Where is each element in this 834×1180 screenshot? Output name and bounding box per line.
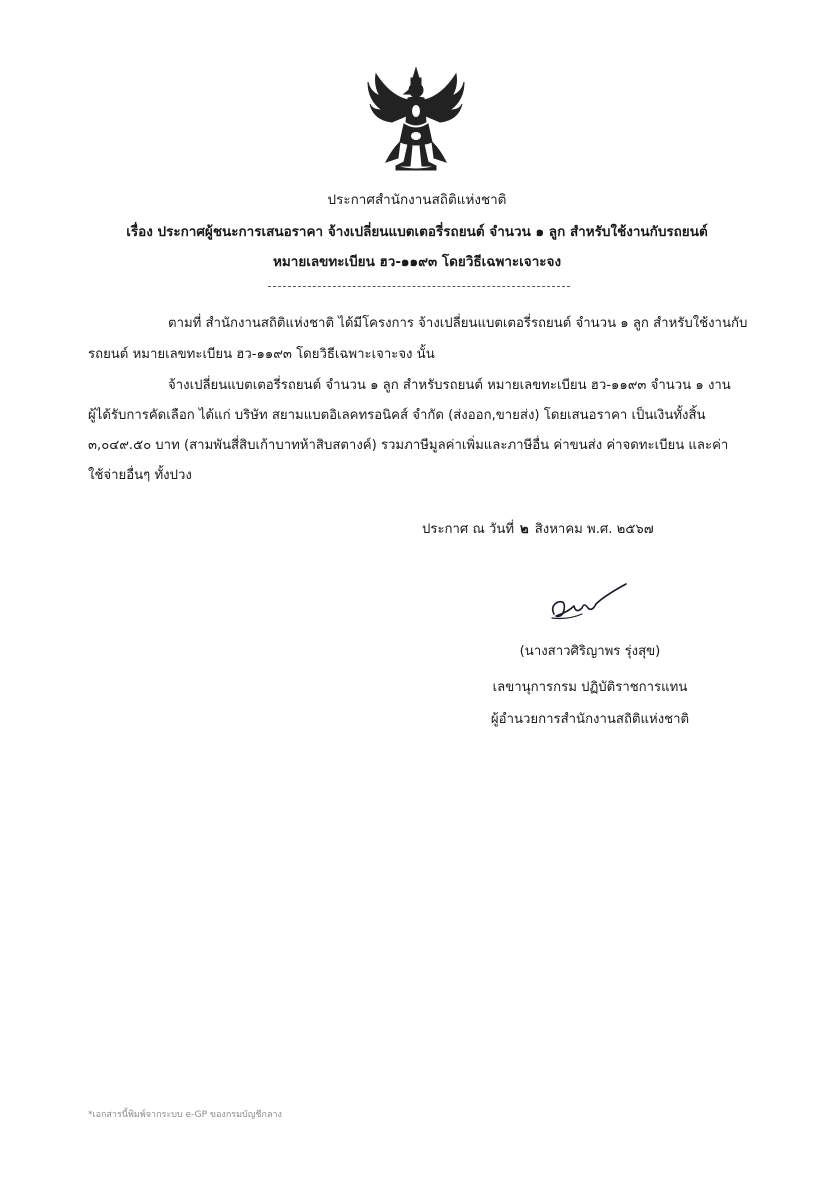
date-suffix: สิงหาคม พ.ศ. ๒๕๖๗	[534, 522, 654, 537]
signatory-name: (นางสาวศิริญาพร รุ่งสุข)	[519, 644, 661, 659]
paragraph-1-line-1: ตามที่ สำนักงานสถิติแห่งชาติ ได้มีโครงการ จ้างเปลี่ยนแบตเตอรี่รถยนต์ จำนวน ๑ ลูก สำหรับใช้งานกับ	[168, 316, 748, 331]
signatory-organization: ผู้อำนวยการสำนักงานสถิติแห่งชาติ	[490, 712, 690, 727]
egp-footer-note: *เอกสารนี้พิมพ์จากระบบ e-GP ของกรมบัญชีกลาง	[88, 1110, 282, 1120]
paragraph-2-line-1: จ้างเปลี่ยนแบตเตอรี่รถยนต์ จำนวน ๑ ลูก สำหรับรถยนต์ หมายเลขทะเบียน ฮว-๑๑๙๓ จำนวน ๑ งาน	[168, 378, 731, 393]
paragraph-2-line-3: ๓,๐๔๙.๕๐ บาท (สามพันสี่สิบเก้าบาทห้าสิบสตางค์) รวมภาษีมูลค่าเพิ่มและภาษีอื่น ค่าขนส่ง ค่าจดทะเบียน และค่า	[88, 438, 729, 453]
handwritten-signature	[548, 578, 638, 624]
announcement-title: ประกาศสำนักงานสถิติแห่งชาติ	[327, 192, 507, 208]
subject-line: เรื่อง ประกาศผู้ชนะการเสนอราคา จ้างเปลี่ยนแบตเตอรี่รถยนต์ จำนวน ๑ ลูก สำหรับใช้งานกับรถยนต์	[126, 224, 708, 240]
garuda-emblem-icon	[366, 66, 466, 172]
paragraph-1-line-2: รถยนต์ หมายเลขทะเบียน ฮว-๑๑๙๓ โดยวิธีเฉพาะเจาะจง นั้น	[88, 347, 435, 362]
announcement-date	[422, 518, 654, 539]
paragraph-2-line-4: ใช้จ่ายอื่นๆ ทั้งปวง	[88, 468, 192, 483]
subject-line-continued: หมายเลขทะเบียน ฮว-๑๑๙๓ โดยวิธีเฉพาะเจาะจง	[272, 254, 562, 270]
date-prefix: ประกาศ ณ วันที่	[422, 522, 515, 537]
paragraph-2-line-2: ผู้ได้รับการคัดเลือก ได้แก่ บริษัท สยามแบตอิเลคทรอนิคส์ จำกัด (ส่งออก,ขายส่ง) โดยเสนอราคา เป็นเงินทั้งสิ้น	[88, 408, 706, 423]
date-day: ๒	[520, 522, 529, 537]
header-divider	[268, 286, 570, 287]
signatory-position: เลขานุการกรม ปฏิบัติราชการแทน	[492, 680, 688, 695]
